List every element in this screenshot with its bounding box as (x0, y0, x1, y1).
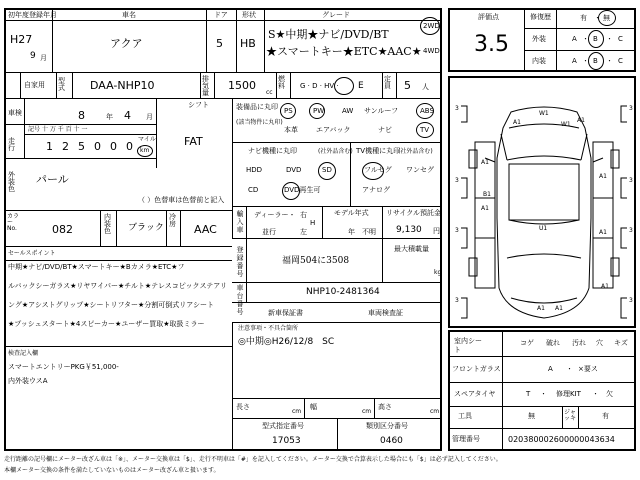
drive-2wd: 2WD (423, 22, 440, 30)
tv-item: フルセグ (364, 166, 392, 174)
km-label: km (140, 147, 150, 154)
equipment-item: ナビ (378, 126, 392, 134)
import-label: 輸入車 (236, 210, 244, 234)
inspector-line: スマートエントリーPKG￥51,000- (8, 363, 119, 371)
diagram-mark: A1 (601, 283, 609, 290)
first-reg-year: H27 (10, 33, 33, 46)
bracket-number: 3 (629, 177, 633, 184)
seat-item: 穴 (596, 339, 603, 347)
interior-option: ・ (606, 57, 613, 65)
model-year-label: モデル年式 (334, 209, 369, 217)
year-unit: 年 (106, 113, 113, 121)
seat-item: コゲ (520, 339, 534, 347)
bracket-number: 3 (629, 297, 633, 304)
diagram-mark: A1 (513, 119, 521, 126)
parallel-label: 並行 (262, 228, 276, 236)
displacement-value: 1500 (228, 79, 256, 92)
control-label: 管理番号 (452, 435, 480, 443)
bracket-number: 3 (455, 227, 459, 234)
type-no-value: 17053 (272, 436, 301, 446)
grade-line2: ★スマートキー★ETC★AAC★ (266, 45, 422, 58)
length-label: 長さ (236, 403, 250, 411)
repair-label: 修復歴 (530, 13, 551, 21)
color-no-label: カラーNo. (7, 213, 20, 232)
displacement-label: 排気量 (202, 75, 209, 97)
shift-value: FAT (184, 135, 203, 148)
interior-color-value: ブラック (128, 223, 164, 233)
model-year-value: 年 不明 (348, 228, 376, 236)
exterior-option: C (618, 35, 623, 43)
equipment-item: 本革 (284, 126, 298, 134)
car-diagram (451, 98, 637, 331)
diagram-mark: B1 (483, 191, 491, 198)
length-unit: cm (292, 408, 302, 415)
fuel-label: 燃料 (278, 75, 285, 90)
shape-label: 形状 (242, 11, 256, 19)
reg-number-value: 福岡504に3508 (282, 256, 350, 266)
class-no-label: 類別区分番号 (366, 422, 408, 430)
first-reg-label: 初年度登録年月 (8, 11, 57, 19)
shaken-month: 4 (124, 109, 131, 122)
diagram-mark: A1 (599, 229, 607, 236)
shape-value: HB (240, 37, 256, 50)
spare-item: ・ (540, 390, 547, 398)
remark-label: 注意事項・不具合箇所 (238, 325, 299, 332)
right-hand-label: 右 (300, 211, 307, 219)
exterior-label: 外装 (532, 35, 546, 43)
nav-sub-label: (社外品含む) (318, 148, 353, 155)
height-label: 高さ (378, 403, 392, 411)
shaken-label: 車検 (8, 109, 22, 117)
sales-line: 中期★ナビ/DVD/BT★スマートキー★Bカメラ★ETC★フ (8, 263, 185, 271)
max-load-label: 最大積載量 (394, 245, 429, 253)
spare-item: T (526, 390, 531, 398)
nav-label: ナビ機種に丸印 (248, 147, 297, 155)
capacity-unit: 人 (422, 83, 429, 91)
windshield-label: フロントガラス (452, 365, 501, 373)
exterior-option: ・ (606, 35, 613, 43)
equipment-item: PW (313, 107, 325, 115)
equipment-item: ABS (420, 107, 434, 115)
footer-note-1: 走行距離の記号欄にメーター改ざん車は「※」、メーター交換車は「$」、走行不明車は「#」を記入してください。メーター交換で合算表示した場合にも「$」は必ず記入してください。 (4, 456, 502, 463)
interior-color-label: 内装色 (104, 213, 111, 235)
diagram-mark: A1 (555, 305, 563, 312)
mile-label: マイル (138, 136, 156, 143)
width-unit: cm (362, 408, 372, 415)
interior-grade-label: 内装 (532, 57, 546, 65)
ac-value: AAC (194, 223, 217, 236)
score-value: 3.5 (474, 32, 509, 57)
nav-item: DVD (286, 166, 302, 174)
seat-item: 汚れ (572, 339, 586, 347)
cc-unit: cc (266, 89, 273, 96)
exterior-option: ・ (582, 35, 589, 43)
diagram-mark: A1 (481, 205, 489, 212)
repair-option: 無 (603, 14, 610, 22)
recycle-yen: 円 (433, 227, 440, 235)
ac-label: 冷房 (169, 213, 176, 228)
fuel-options: G · D · HV · (300, 82, 339, 90)
bracket-number: 3 (455, 105, 459, 112)
color-no-value: 082 (52, 223, 73, 236)
first-reg-month: 9 (30, 51, 36, 61)
nav-item: CD (248, 186, 259, 194)
max-load-unit: kg (434, 269, 442, 276)
seat-item: キズ (614, 339, 628, 347)
chassis-label: 車台番号 (236, 284, 244, 316)
doors-value: 5 (216, 37, 223, 50)
chassis-value: NHP10-2481364 (306, 287, 380, 297)
mileage-digits-label: 記号 十 万 千 百 十 一 (28, 126, 88, 133)
capacity-label: 定員 (384, 75, 391, 90)
remark-value: ◎中期◎H26/12/8 SC (238, 337, 335, 347)
car-name-label: 車名 (122, 11, 136, 19)
exterior-option: B (593, 35, 598, 43)
equipment-item: サンルーフ (364, 107, 399, 115)
mileage-digit: 0 (94, 140, 101, 153)
exterior-option: A (572, 35, 577, 43)
equipment-item: エアバック (316, 126, 351, 134)
diagram-mark: A1 (481, 159, 489, 166)
score-label: 評価点 (478, 13, 499, 21)
jack-value: 有 (602, 412, 609, 420)
class-no-value: 0460 (380, 436, 403, 446)
equipment-item: TV (420, 126, 430, 134)
color-value: パール (36, 173, 69, 186)
recycle-amount: 9,130 (396, 225, 422, 235)
windshield-item: A (548, 365, 553, 373)
diagram-mark: A1 (577, 117, 585, 124)
bracket-number: 3 (455, 297, 459, 304)
recycle-label: リサイクル預託金 (386, 209, 442, 217)
door-label: ドア (214, 11, 228, 19)
inspector-label: 検査記入欄 (8, 350, 39, 357)
sales-line: ング★アシストグリップ★シートリフター★分割可倒式リアシート (8, 301, 215, 309)
tv-sub-label: (社外品含む) (398, 148, 433, 155)
tool-value: 無 (528, 412, 535, 420)
diagram-mark: A1 (537, 305, 545, 312)
model-label: 型式 (58, 77, 65, 92)
interior-option: A (572, 57, 577, 65)
grade-label: グレード (322, 11, 350, 19)
width-label: 幅 (310, 403, 317, 411)
tv-type-label: TV機種に丸印 (356, 147, 401, 155)
car-name: アクア (110, 37, 143, 50)
diagram-mark: A1 (599, 173, 607, 180)
tv-item: ワンセグ (406, 166, 434, 174)
control-number: 020380002600000043634 (508, 435, 615, 444)
repair-option: ・ (594, 14, 601, 22)
type-no-label: 型式指定番号 (262, 422, 304, 430)
color-label: 外装色 (8, 171, 15, 193)
mileage-digit: 0 (126, 140, 133, 153)
repair-option: 有 (580, 14, 587, 22)
month-unit: 月 (40, 54, 47, 62)
grade-line1: S★中期★ナビ/DVD/BT (268, 28, 389, 41)
bracket-number: 3 (455, 177, 459, 184)
bracket-number: 3 (629, 227, 633, 234)
day-unit: 月 (146, 113, 153, 121)
inspector-line: 内外装ウスA (8, 377, 48, 385)
sales-point-label: セールスポイント (8, 250, 56, 257)
inspection-label: 新車保証書 (268, 309, 303, 317)
diagram-mark: W1 (539, 110, 549, 117)
height-unit: cm (430, 408, 440, 415)
reg-number-label: 登録番号 (236, 246, 244, 278)
equipment-item: AW (342, 107, 354, 115)
diagram-mark: W1 (561, 121, 571, 128)
windshield-item: ・ (566, 365, 573, 373)
nav-item: HDD (246, 166, 263, 174)
interior-option: C (618, 57, 623, 65)
nav-item: SD (322, 166, 332, 174)
diagram-mark: U1 (539, 225, 548, 232)
nav-item: DVD再生可 (284, 186, 321, 194)
left-hand-label: 左 (300, 228, 307, 236)
mileage-label: 走行 (8, 137, 15, 152)
mileage-digit: 2 (62, 140, 69, 153)
windshield-item: ×要ス (578, 365, 598, 373)
reg-cert-label: 車両検査証 (368, 309, 403, 317)
jack-label: ジャッキ (564, 409, 577, 422)
mileage-digit: 1 (46, 140, 53, 153)
tool-label: 工具 (458, 412, 472, 420)
fuel-extra: E (358, 81, 364, 91)
shift-label: シフト (188, 101, 209, 109)
dealer-label: ディーラー・ (254, 211, 296, 219)
seat-item: 破れ (546, 339, 560, 347)
interior-option: ・ (582, 57, 589, 65)
capacity-value: 5 (404, 79, 411, 92)
equipment-sub-label: (該当物件に丸印) (236, 119, 283, 126)
use-label: 自家用 (24, 81, 45, 89)
mileage-digit: 0 (110, 140, 117, 153)
sales-line: ルバックシーガラス★リヤワイパー★チルト★テレスコピックステアリ (8, 282, 228, 290)
sales-line: ★プッシュスタート★4スピーカー★ユーザー買取★取扱ミラー (8, 320, 205, 328)
bracket-number: 3 (629, 105, 633, 112)
interior-option: B (593, 57, 598, 65)
drive-4wd: 4WD (423, 47, 440, 55)
mileage-digit: 5 (78, 140, 85, 153)
equipment-label: 装備品に丸印 (236, 103, 278, 111)
tv-item: アナログ (362, 186, 390, 194)
handle-label: H (310, 219, 316, 227)
model-code: DAA-NHP10 (90, 79, 155, 92)
spare-item: ・ (592, 390, 599, 398)
color-note: （ ）色替車は色替前と記入 (138, 196, 225, 204)
shaken-year: 8 (78, 109, 85, 122)
seat-label: 室内シート (454, 337, 482, 354)
spare-item: 欠 (606, 390, 613, 398)
fuel-hv-circle (334, 77, 354, 95)
footer-note-2: 本欄メーター交換の条件を満たしていないものはメーター改ざん車と扱います。 (4, 467, 220, 474)
equipment-item: PS (284, 107, 293, 115)
spare-item: 修理KIT (556, 390, 581, 398)
spare-label: スペアタイヤ (454, 390, 496, 398)
